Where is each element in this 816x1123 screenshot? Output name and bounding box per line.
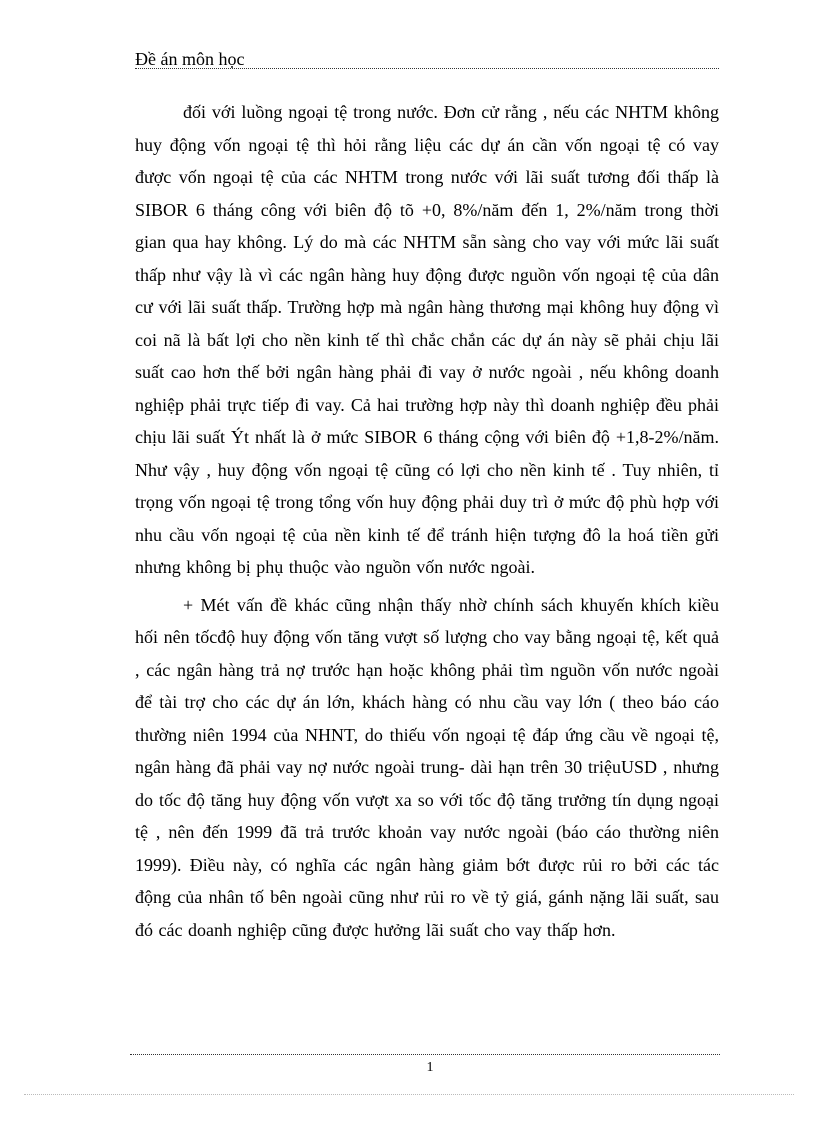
body-paragraph: đối với luồng ngoại tệ trong nước. Đơn cử rằng , nếu các NHTM không huy động vốn ngoại tệ thì hỏi rằng liệu các dự án cần vốn ngoại tệ có vay được vốn ngoại tệ của các NHTM trong nước với lãi suất tương đối thấp là SIBOR 6 tháng công với biên độ tõ +0, 8%/năm đến 1, 2%/năm trong thời gian qua hay không. Lý do mà các NHTM sẵn sàng cho vay với mức lãi suất thấp như vậy là vì các ngân hàng huy động được nguồn vốn ngoại tệ của dân cư với lãi suất thấp. Trường hợp mà ngân hàng thương mại không huy động vì coi nã là bất lợi cho nền kinh tế thì chắc chắn các dự án này sẽ phải chịu lãi suất cao hơn thế bởi ngân hàng phải đi vay ở nước ngoài , nếu không doanh nghiệp phải trực tiếp đi vay. Cả hai trường hợp này thì doanh nghiệp đều phải chịu lãi suất Ýt nhất là ở mức SIBOR 6 tháng cộng với biên độ +1,8-2%/năm. Như vậy , huy động vốn ngoại tệ cũng có lợi cho nền kinh tế . Tuy nhiên, tỉ trọng vốn ngoại tệ trong tổng vốn huy động phải duy trì ở mức độ phù hợp với nhu cầu vốn ngoại tệ của nền kinh tế để tránh hiện tượng đô la hoá tiền gửi nhưng không bị phụ thuộc vào nguồn vốn nước ngoài.	[135, 102, 719, 577]
page-header	[135, 49, 719, 71]
footer-divider	[130, 1054, 720, 1055]
document-body	[135, 96, 719, 946]
header-divider	[135, 68, 719, 69]
header-title: Đề án môn học	[135, 49, 245, 69]
page-number: 1	[426, 1060, 434, 1075]
body-paragraph: + Mét vấn đề khác cũng nhận thấy nhờ chính sách khuyến khích kiều hối nên tốcđộ huy động vốn tăng vượt số lượng cho vay bằng ngoại tệ, kết quả , các ngân hàng trả nợ trước hạn hoặc không phải tìm nguồn vốn nước ngoài để tài trợ cho các dự án lớn, khách hàng có nhu cầu vay lớn ( theo báo cáo thường niên 1994 của NHNT, do thiếu vốn ngoại tệ đáp ứng cầu về ngoại tệ, ngân hàng đã phải vay nợ nước ngoài trung- dài hạn trên 30 triệuUSD , nhưng do tốc độ tăng huy động vốn vượt xa so với tốc độ tăng trưởng tín dụng ngoại tệ , nên đến 1999 đã trả trước khoản vay nước ngoài (báo cáo thường niên 1999). Điều này, có nghĩa các ngân hàng giảm bớt được rủi ro bởi các tác động của nhân tố bên ngoài cũng như rủi ro về tỷ giá, gánh nặng lãi suất, sau đó các doanh nghiệp cũng được hưởng lãi suất cho vay thấp hơn.	[135, 594, 719, 940]
page-bottom-divider	[24, 1094, 794, 1095]
